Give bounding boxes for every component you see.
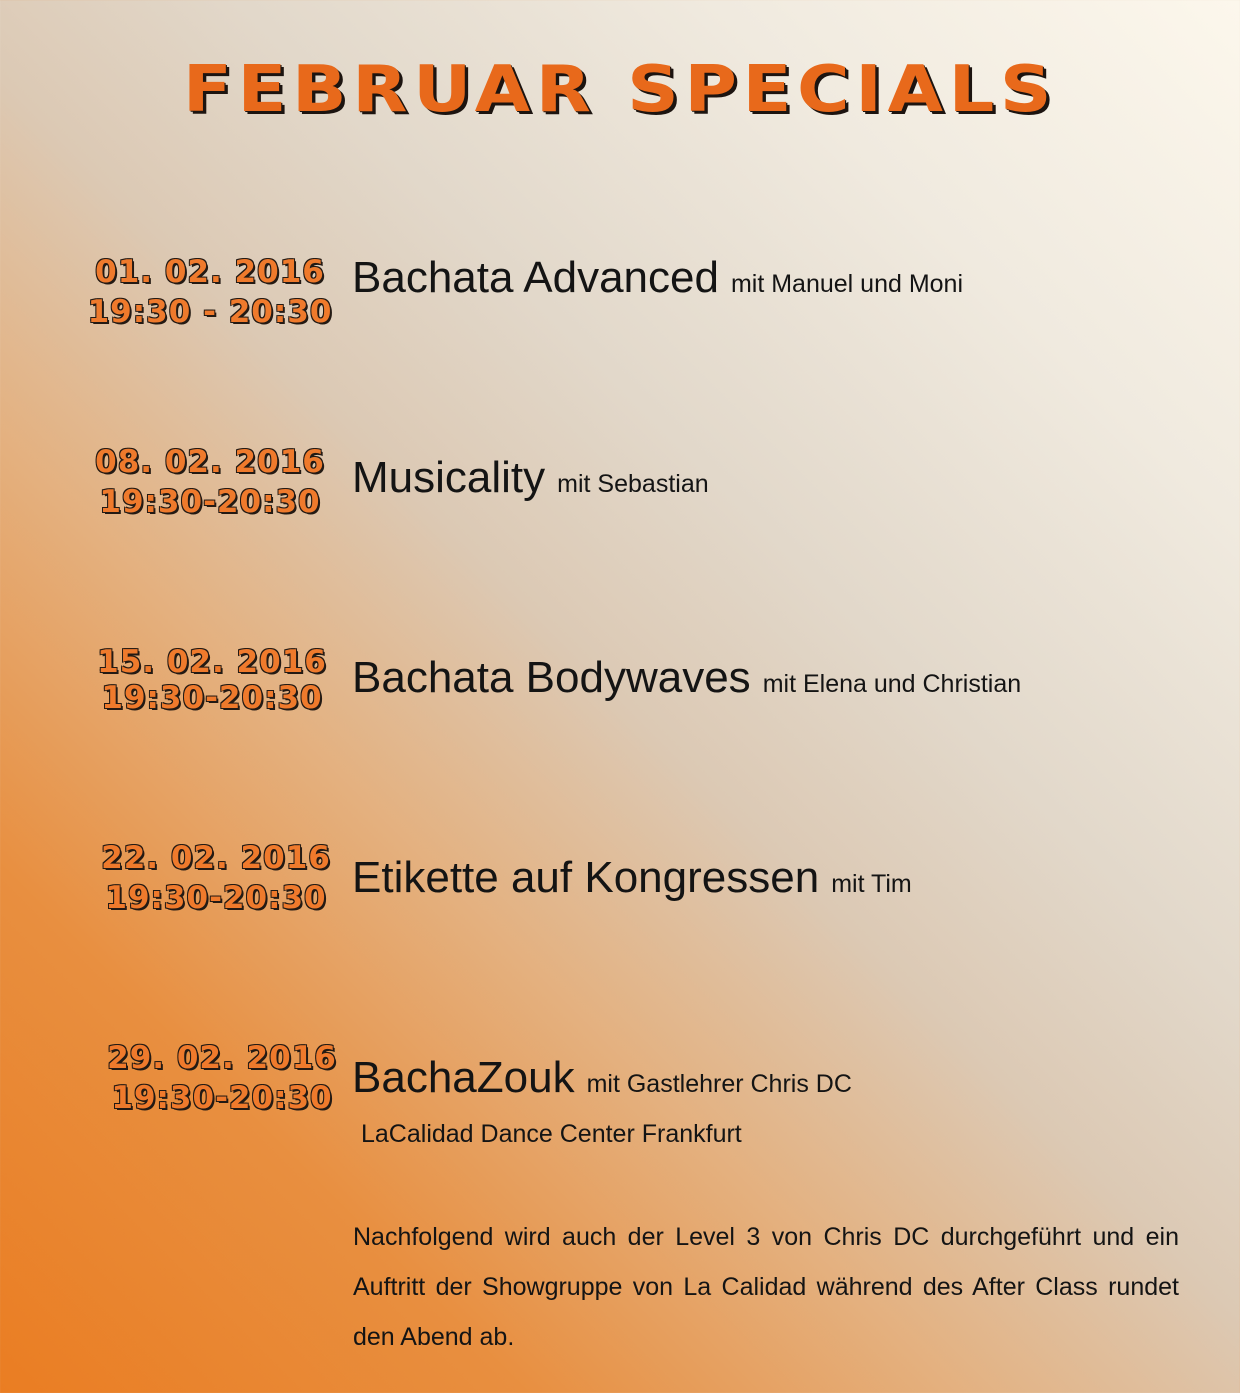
event-5-name: BachaZouk bbox=[352, 1053, 575, 1102]
event-5-location: LaCalidad Dance Center Frankfurt bbox=[361, 1120, 742, 1148]
event-2-time: 19:30-20:30 bbox=[99, 484, 321, 520]
page-title: FEBRUAR SPECIALS bbox=[182, 53, 1058, 127]
event-4-time: 19:30-20:30 bbox=[105, 880, 327, 916]
event-3-datetime bbox=[82, 644, 342, 716]
event-1-host: mit Manuel und Moni bbox=[730, 270, 964, 298]
event-5-host: mit Gastlehrer Chris DC bbox=[586, 1070, 852, 1098]
event-5-note: Nachfolgend wird auch der Level 3 von Chris DC durchgeführt und ein Auftritt der Showgruppe von La Calidad während des After Class rundet den Abend ab. bbox=[353, 1223, 1179, 1351]
event-3-name: Bachata Bodywaves bbox=[352, 653, 751, 702]
event-3-host: mit Elena und Christian bbox=[762, 670, 1022, 698]
event-1-datetime bbox=[80, 252, 340, 332]
event-1-time: 19:30 - 20:30 bbox=[87, 294, 333, 330]
event-2-title bbox=[352, 453, 709, 502]
event-1-date: 01. 02. 2016 bbox=[95, 254, 325, 290]
event-4-name: Etikette auf Kongressen bbox=[352, 853, 820, 902]
event-3-time: 19:30-20:30 bbox=[101, 680, 323, 716]
event-2-name: Musicality bbox=[352, 453, 546, 502]
event-5-time: 19:30-20:30 bbox=[111, 1080, 333, 1116]
event-3-date: 15. 02. 2016 bbox=[97, 644, 327, 680]
event-2-host: mit Sebastian bbox=[557, 470, 709, 498]
event-4-title bbox=[352, 853, 912, 902]
event-2-date: 08. 02. 2016 bbox=[95, 444, 325, 480]
event-2-datetime bbox=[80, 442, 340, 522]
event-5-datetime bbox=[92, 1038, 352, 1118]
event-4-host: mit Tim bbox=[831, 870, 912, 898]
event-1-name: Bachata Advanced bbox=[352, 253, 719, 302]
event-1-title bbox=[352, 253, 964, 302]
event-3-title bbox=[352, 653, 1022, 702]
event-5-title bbox=[352, 1053, 852, 1102]
event-4-date: 22. 02. 2016 bbox=[101, 840, 331, 876]
event-5-date: 29. 02. 2016 bbox=[107, 1040, 337, 1076]
event-4-datetime bbox=[86, 838, 346, 918]
